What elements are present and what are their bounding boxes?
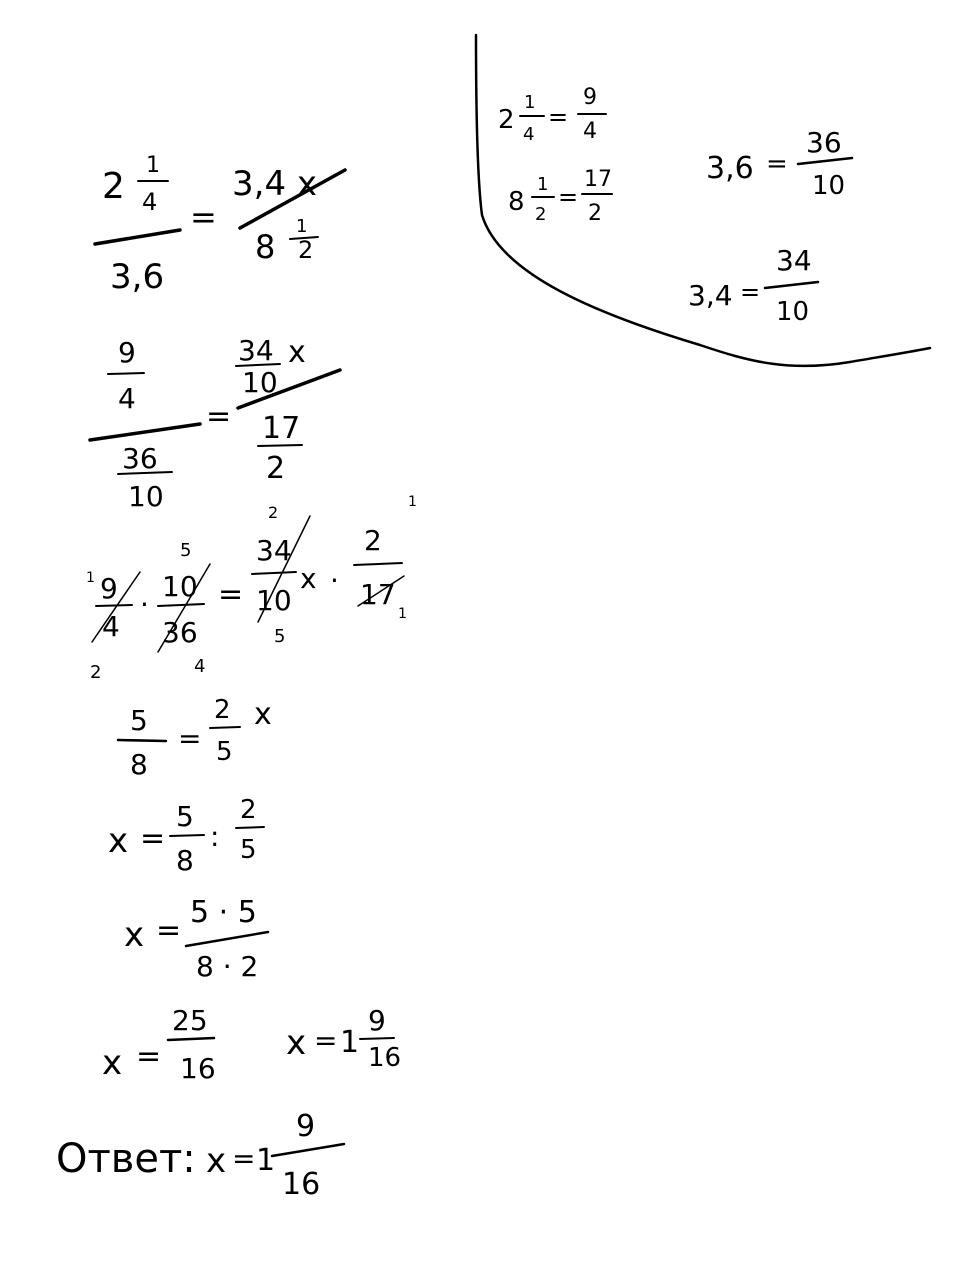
conv3-den: 10 <box>812 171 846 201</box>
conv1-den: 4 <box>523 124 535 145</box>
conv2-eq: = <box>558 183 579 211</box>
s5-num1: 5 <box>176 800 194 833</box>
step-7-result <box>102 1004 401 1085</box>
s5-x: x <box>108 821 129 861</box>
s3-f2-num-red: 5 <box>180 540 192 561</box>
s3-f3-num: 34 <box>256 534 292 567</box>
s7-x2: x <box>286 1023 307 1063</box>
step-3-cancellation <box>86 494 417 683</box>
s2-eq: = <box>206 399 232 434</box>
s3-f4-den-red: 1 <box>398 606 407 622</box>
s7-eq2: = <box>314 1024 338 1057</box>
conv3-num: 36 <box>806 126 842 159</box>
s5-bar2 <box>236 827 264 828</box>
s1-rwhole: 8 <box>255 228 276 266</box>
step-1-original-proportion <box>95 153 345 297</box>
s3-f1-num-red: 1 <box>86 570 95 586</box>
conv2-rnum: 17 <box>584 167 612 192</box>
s1-lbottom: 3,6 <box>110 257 165 297</box>
s3-f3-den-red: 5 <box>274 626 286 647</box>
s7-num: 25 <box>172 1004 208 1037</box>
answer-eq: = <box>232 1142 256 1175</box>
conv4-eq: = <box>740 278 761 306</box>
s6-num: 5 · 5 <box>190 895 257 930</box>
step-6-multiply <box>124 895 268 983</box>
s1-rtop: 3,4 x <box>232 164 317 204</box>
final-answer <box>56 1109 344 1202</box>
conv1-rden: 4 <box>583 119 597 144</box>
s3-f2-num: 10 <box>162 570 198 603</box>
s6-x: x <box>124 915 145 955</box>
s1-lwhole: 2 <box>102 166 125 207</box>
conv4-dec: 3,4 <box>688 279 733 312</box>
s3-dot2: · <box>330 564 339 597</box>
s4-rnum: 2 <box>214 695 231 725</box>
s3-f4-num-red: 1 <box>408 494 417 510</box>
conv4-den: 10 <box>776 297 810 327</box>
s5-num2: 2 <box>240 795 257 825</box>
s1-rden: 2 <box>298 236 314 264</box>
s4-lbar <box>118 740 166 741</box>
s7-den2: 16 <box>368 1043 402 1073</box>
s2-l-num: 9 <box>118 336 136 369</box>
answer-label: Ответ: <box>56 1136 196 1182</box>
s5-den1: 8 <box>176 844 194 877</box>
answer-bar <box>272 1144 344 1156</box>
s3-f1-bar <box>96 605 132 606</box>
s7-bar <box>168 1038 214 1040</box>
s2-r-bnum: 17 <box>262 411 301 446</box>
s2-l-bnum: 36 <box>122 442 158 475</box>
s3-f3-den: 10 <box>256 584 292 617</box>
s3-f2-bar <box>158 604 204 606</box>
answer-whole: 1 <box>256 1143 276 1178</box>
s2-r-x: x <box>288 335 306 370</box>
conv3-eq: = <box>766 149 788 179</box>
answer-x: x <box>206 1141 227 1181</box>
s3-f3-num-red: 2 <box>268 503 279 522</box>
conversion-3-4 <box>688 244 818 327</box>
s2-l-den: 4 <box>118 382 136 415</box>
s2-r-bminibar <box>258 445 302 446</box>
s1-eq: = <box>190 198 217 236</box>
conv2-rden: 2 <box>588 201 602 226</box>
s4-lden: 8 <box>130 748 148 781</box>
s7-den: 16 <box>180 1052 216 1085</box>
s3-f1-den: 4 <box>102 610 120 643</box>
s5-den2: 5 <box>240 835 257 865</box>
step-5-solve-for-x <box>108 795 264 877</box>
s4-x: x <box>254 697 272 732</box>
s5-eq: = <box>140 821 166 856</box>
s3-x: x <box>300 562 317 595</box>
s3-dot1: · <box>140 588 149 621</box>
conv4-bar <box>765 282 818 288</box>
s3-f4-den: 17 <box>360 578 396 611</box>
conv3-dec: 3,6 <box>706 151 754 186</box>
s1-lden: 4 <box>142 188 158 216</box>
s3-f4-bar <box>354 563 402 565</box>
s7-bar2 <box>360 1038 394 1039</box>
s4-lnum: 5 <box>130 704 148 737</box>
side-box-outline <box>476 35 930 366</box>
s5-op: : <box>210 820 220 853</box>
conv1-rnum: 9 <box>583 85 597 110</box>
s2-r-num: 34 <box>238 334 274 367</box>
s7-eq: = <box>136 1039 162 1074</box>
conv2-num: 1 <box>537 174 549 195</box>
s3-f4-num: 2 <box>364 524 382 557</box>
s4-eq: = <box>178 722 202 755</box>
conversion-2-1-4 <box>498 85 606 145</box>
s7-num2: 9 <box>368 1004 386 1037</box>
conv2-den: 2 <box>535 204 547 225</box>
conv1-eq: = <box>548 103 569 131</box>
answer-den: 16 <box>282 1167 321 1202</box>
s1-lnum: 1 <box>146 153 160 178</box>
s3-f3-bar <box>252 572 296 574</box>
s3-f2-den-red: 4 <box>194 656 206 677</box>
s6-eq: = <box>156 913 182 948</box>
s4-rbar <box>210 727 240 728</box>
conv1-num: 1 <box>524 92 536 113</box>
s2-r-bden: 2 <box>266 451 286 486</box>
s2-l-minibar <box>108 373 144 374</box>
s5-bar1 <box>170 835 204 836</box>
s3-f1-den-red: 2 <box>90 662 102 683</box>
step-4-simplified <box>118 695 272 781</box>
s3-f2-den: 36 <box>162 616 198 649</box>
conv1-whole: 2 <box>498 105 515 135</box>
answer-num: 9 <box>296 1109 316 1144</box>
s1-lbar <box>95 230 180 244</box>
s6-den: 8 · 2 <box>196 950 259 983</box>
s6-bar <box>186 932 268 946</box>
conversion-8-1-2 <box>508 167 612 226</box>
s1-rnum: 1 <box>296 216 308 237</box>
s2-r-den: 10 <box>242 366 278 399</box>
conversion-3-6 <box>706 126 852 201</box>
s7-whole: 1 <box>340 1025 360 1060</box>
s3-eq: = <box>218 577 244 612</box>
s7-x: x <box>102 1043 123 1083</box>
s4-rden: 5 <box>216 737 233 767</box>
conv4-num: 34 <box>776 244 812 277</box>
s2-l-bden: 10 <box>128 480 164 513</box>
s3-f1-num: 9 <box>100 572 118 605</box>
step-2-improper-fractions <box>90 334 340 513</box>
s2-l-bar <box>90 424 200 440</box>
conv2-whole: 8 <box>508 187 525 217</box>
